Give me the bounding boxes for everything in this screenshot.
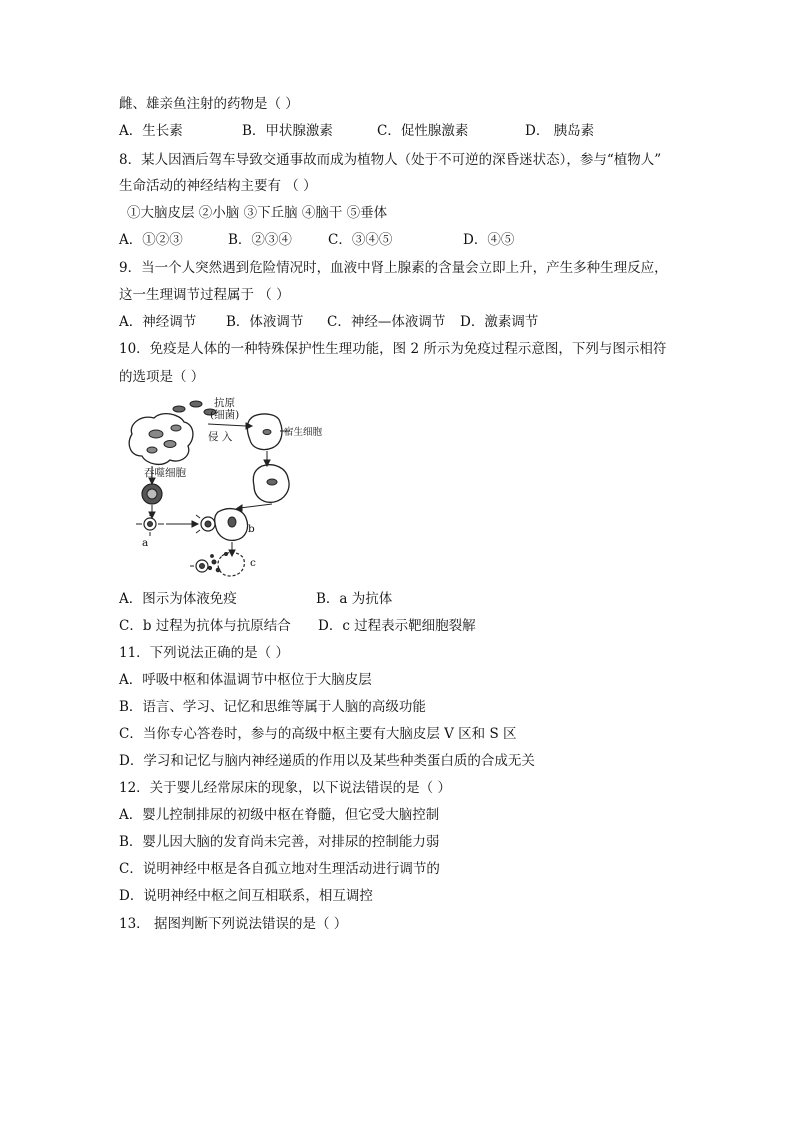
q7-option-c: C．促性腺激素 <box>377 123 469 139</box>
q12-option-d: D．说明神经中枢之间互相联系，相互调控 <box>119 888 373 904</box>
q11-option-d: D．学习和记忆与脑内神经递质的作用以及某些种类蛋白质的合成无关 <box>119 753 535 769</box>
q10-stem-line2: 的选项是（ ） <box>119 369 205 385</box>
q10-option-a: A．图示为体液免疫 <box>119 591 237 607</box>
q11-option-c: C．当你专心答卷时，参与的高级中枢主要有大脑皮层 V 区和 S 区 <box>119 726 517 742</box>
label-b: b <box>248 523 255 535</box>
q9-option-c: C．神经—体液调节 <box>327 314 446 330</box>
q8-option-b: B．②③④ <box>228 232 292 248</box>
bacterium-2 <box>190 401 202 407</box>
q10-option-b: B．a 为抗体 <box>316 591 393 607</box>
q12-option-a: A．婴儿控制排尿的初级中枢在脊髓，但它受大脑控制 <box>119 807 440 823</box>
q7-option-a: A．生长素 <box>119 123 183 139</box>
q9-stem-line1: 9．当一个人突然遇到危险情况时，血液中肾上腺素的含量会立即上升，产生多种生理反应， <box>119 260 668 276</box>
q7-stem: 雌、雄亲鱼注射的药物是（ ） <box>119 96 299 112</box>
label-a: a <box>142 537 149 549</box>
q9-option-a: A．神经调节 <box>119 314 197 330</box>
immune-process-diagram <box>122 394 323 582</box>
label-invade: 侵 入 <box>208 431 233 443</box>
q7-option-b: B．甲状腺激素 <box>242 123 333 139</box>
label-phagocyte: 吞噬细胞 <box>144 467 186 479</box>
q7-option-d: D． 胰岛素 <box>525 123 595 139</box>
q11-option-a: A．呼吸中枢和体温调节中枢位于大脑皮层 <box>119 672 372 688</box>
q12-stem: 12．关于婴儿经常尿床的现象，以下说法错误的是（ ） <box>119 780 451 796</box>
q8-stem-line1: 8．某人因酒后驾车导致交通事故而成为植物人（处于不可逆的深昏迷状态），参与“植物人” <box>119 152 662 168</box>
q8-option-c: C．③④⑤ <box>328 232 393 248</box>
phagocyte-cell <box>129 414 193 465</box>
label-antigen: 抗原 <box>214 397 235 409</box>
q12-option-c: C．说明神经中枢是各自孤立地对生理活动进行调节的 <box>119 861 440 877</box>
lysed-cell-c <box>218 553 244 576</box>
label-host-cell: 宿生细胞 <box>284 427 323 438</box>
bacterium-1 <box>173 406 185 412</box>
q9-stem-line2: 这一生理调节过程属于 （ ） <box>119 287 290 303</box>
q8-stem-line2: 生命活动的神经结构主要有 （ ） <box>119 178 317 194</box>
q8-option-a: A．①②③ <box>119 232 183 248</box>
q9-option-d: D．激素调节 <box>460 314 539 330</box>
q10-option-d: D．c 过程表示靶细胞裂解 <box>318 618 476 634</box>
q11-option-b: B．语言、学习、记忆和思维等属于人脑的高级功能 <box>119 699 426 715</box>
q8-items: ①大脑皮层 ②小脑 ③下丘脑 ④脑干 ⑤垂体 <box>127 205 388 221</box>
label-antigen-sub: (细菌) <box>210 409 240 421</box>
label-c: c <box>250 557 256 569</box>
q9-option-b: B．体液调节 <box>226 314 304 330</box>
q10-stem-line1: 10．免疫是人体的一种特殊保护性生理功能，图 2 所示为免疫过程示意图，下列与图示相符 <box>119 341 667 357</box>
q8-option-d: D．④⑤ <box>463 232 515 248</box>
q10-option-c: C．b 过程为抗体与抗原结合 <box>119 618 291 634</box>
q13-stem: 13． 据图判断下列说法错误的是（ ） <box>119 916 348 932</box>
immune-process-figure <box>122 394 323 582</box>
q11-stem: 11．下列说法正确的是（ ） <box>119 645 289 661</box>
q12-option-b: B．婴儿因大脑的发育尚未完善，对排尿的控制能力弱 <box>119 834 440 850</box>
